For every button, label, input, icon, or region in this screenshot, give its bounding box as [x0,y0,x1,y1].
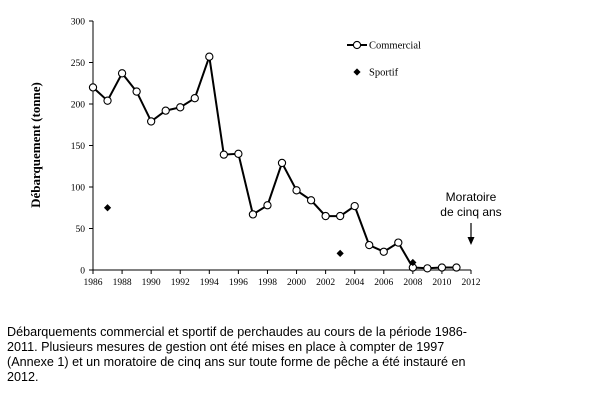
commercial-point [220,151,227,158]
legend-sportif-label: Sportif [369,67,399,79]
x-tick-label: 1986 [83,278,103,288]
commercial-series-line [93,57,457,269]
legend-sportif-marker [353,68,360,75]
caption-line-2: 2011. Plusieurs mesures de gestion ont été mises en place à compter de 1997 [7,340,445,354]
commercial-point [322,212,329,219]
commercial-point [278,159,285,166]
sportif-point [337,250,344,257]
x-tick-label: 2012 [461,278,481,288]
x-tick-label: 2010 [432,278,452,288]
y-tick-label: 250 [70,59,85,69]
x-tick-label: 1992 [170,278,190,288]
caption-line-3: (Annexe 1) et un moratoire de cinq ans sur toute forme de pêche a été instauré en [7,355,466,369]
commercial-point [351,202,358,209]
moratoire-label-line-2: de cinq ans [440,205,502,219]
commercial-point [293,187,300,194]
commercial-point [395,239,402,246]
figure-caption [7,325,592,385]
commercial-point [438,264,445,271]
commercial-point [337,212,344,219]
y-tick-label: 300 [70,17,85,28]
x-tick-label: 1990 [141,278,161,288]
moratoire-label-line-1: Moratoire [445,190,497,204]
x-tick-label: 2006 [374,278,394,288]
legend-commercial-label: Commercial [369,40,421,52]
commercial-point [380,248,387,255]
commercial-point [453,264,460,271]
x-tick-label: 1996 [228,278,248,288]
commercial-point [148,118,155,125]
commercial-point [424,265,431,272]
commercial-point [235,150,242,157]
legend-commercial-marker [353,41,360,48]
x-tick-label: 1988 [112,278,132,288]
x-tick-label: 2008 [403,278,423,288]
commercial-point [118,70,125,77]
commercial-point [104,97,111,104]
y-tick-label: 0 [80,266,85,277]
caption-line-4: 2012. [7,370,39,384]
commercial-point [89,84,96,91]
x-tick-label: 1998 [257,278,277,288]
x-tick-label: 1994 [199,278,219,288]
commercial-point [249,211,256,218]
commercial-point [366,242,373,249]
commercial-point [162,107,169,114]
commercial-point [133,88,140,95]
y-tick-label: 50 [75,225,85,235]
commercial-point [307,197,314,204]
moratoire-arrow-head [468,237,475,245]
x-tick-label: 2002 [316,278,336,288]
y-tick-label: 200 [70,100,85,111]
sportif-point [104,204,111,211]
commercial-point [264,202,271,209]
commercial-point [191,95,198,102]
x-tick-label: 2000 [287,278,307,288]
x-tick-label: 2004 [345,278,365,288]
commercial-point [206,53,213,60]
y-axis-label: Débarquement (tonne) [28,82,43,208]
y-tick-label: 100 [70,183,85,194]
y-tick-label: 150 [70,142,85,152]
caption-line-1: Débarquements commercial et sportif de perchaudes au cours de la période 1986- [7,325,467,339]
commercial-point [177,104,184,111]
